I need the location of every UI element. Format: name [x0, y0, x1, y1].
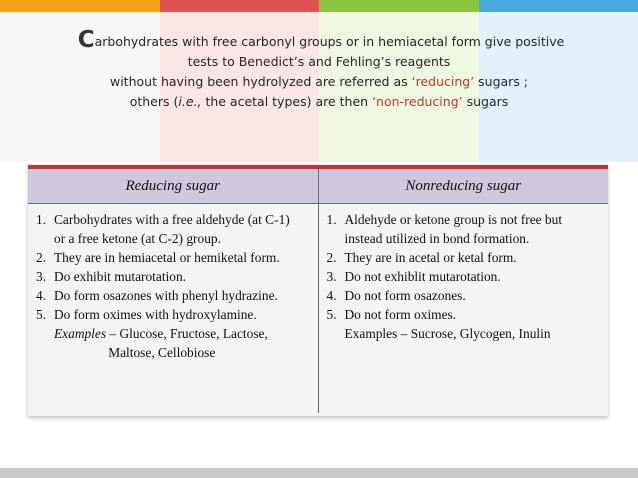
intro-line-3-text: without having been hydrolyzed are referred as: [109, 74, 412, 89]
list-item: [36, 305, 310, 324]
item-number: 2.: [326, 250, 337, 265]
examples-line-1: [54, 326, 268, 341]
item-number: 2.: [36, 250, 47, 265]
list-item: [327, 248, 601, 267]
item-line: or a free ketone (at C-2) group.: [54, 231, 221, 246]
non-reducing-term: ‘non-reducing’: [372, 94, 463, 109]
table-header-row: [28, 169, 608, 204]
item-text: [54, 210, 310, 248]
comparison-table: [28, 165, 608, 416]
item-line: Carbohydrates with a free aldehyde (at C-1): [54, 212, 290, 227]
intro-paragraph: [0, 27, 638, 112]
examples-line-1: Examples – Sucrose, Glycogen, Inulin: [344, 326, 551, 341]
item-text: They are in acetal or ketal form.: [344, 250, 517, 265]
list-item: [36, 267, 310, 286]
item-text: Do not form osazones.: [344, 288, 466, 303]
item-text: Do form osazones with phenyl hydrazine.: [54, 288, 278, 303]
item-number: 4.: [36, 288, 47, 303]
examples-text: – Glucose, Fructose, Lactose,: [106, 326, 268, 341]
item-number: 1.: [36, 212, 47, 227]
list-item: [36, 248, 310, 267]
header-reducing-sugar: Reducing sugar: [28, 169, 319, 203]
top-bar-green: [319, 0, 479, 12]
intro-line-2: [0, 52, 638, 72]
intro-line-2-text: tests to Benedict’s and Fehling’s reagents: [187, 54, 451, 69]
examples-line-2: Maltose, Cellobiose: [108, 345, 216, 360]
item-text: Do not form oximes.: [344, 307, 457, 322]
top-color-bar: [0, 0, 638, 12]
nonreducing-examples: [327, 324, 601, 343]
item-text: Do exhibit mutarotation.: [54, 269, 187, 284]
item-text: Do form oximes with hydroxylamine.: [54, 307, 257, 322]
intro-line-4-ie: i.e.,: [178, 94, 202, 109]
top-bar-red: [160, 0, 320, 12]
intro-line-3: [0, 72, 638, 92]
list-item: [327, 267, 601, 286]
item-number: 4.: [326, 288, 337, 303]
item-number: 3.: [36, 269, 47, 284]
top-bar-blue: [479, 0, 638, 12]
reducing-sugar-column: [28, 204, 319, 413]
intro-line-4: [0, 92, 638, 112]
list-item: [327, 286, 601, 305]
drop-cap: C: [77, 27, 95, 53]
intro-line-4-a: others (: [129, 94, 179, 109]
item-number: 1.: [326, 212, 337, 227]
bottom-bar: [0, 468, 638, 478]
examples-label: Examples: [54, 326, 107, 341]
item-line: instead utilized in bond formation.: [344, 231, 530, 246]
reducing-term: ‘reducing’: [411, 74, 475, 89]
item-text: They are in hemiacetal or hemiketal form.: [54, 250, 280, 265]
item-number: 3.: [326, 269, 337, 284]
item-number: 5.: [36, 307, 47, 322]
item-number: 5.: [326, 307, 337, 322]
intro-line-1-text: arbohydrates with free carbonyl groups or in hemiacetal form give positive: [94, 34, 565, 49]
intro-line-4-b: the acetal types) are then: [201, 94, 373, 109]
item-line: Aldehyde or ketone group is not free but: [344, 212, 563, 227]
item-text: [345, 210, 601, 248]
header-nonreducing-sugar: Nonreducing sugar: [405, 178, 522, 194]
intro-line-1: [0, 27, 638, 53]
top-bar-orange: [0, 0, 160, 12]
intro-line-4-c: sugars: [462, 94, 509, 109]
list-item: [36, 286, 310, 305]
item-text: Do not exhiblit mutarotation.: [344, 269, 501, 284]
nonreducing-sugar-column: [319, 204, 609, 413]
list-item: [36, 210, 310, 248]
list-item: [327, 210, 601, 248]
table-body: [28, 204, 608, 413]
intro-line-3-end: sugars ;: [474, 74, 529, 89]
list-item: [327, 305, 601, 324]
reducing-examples: [36, 324, 310, 362]
